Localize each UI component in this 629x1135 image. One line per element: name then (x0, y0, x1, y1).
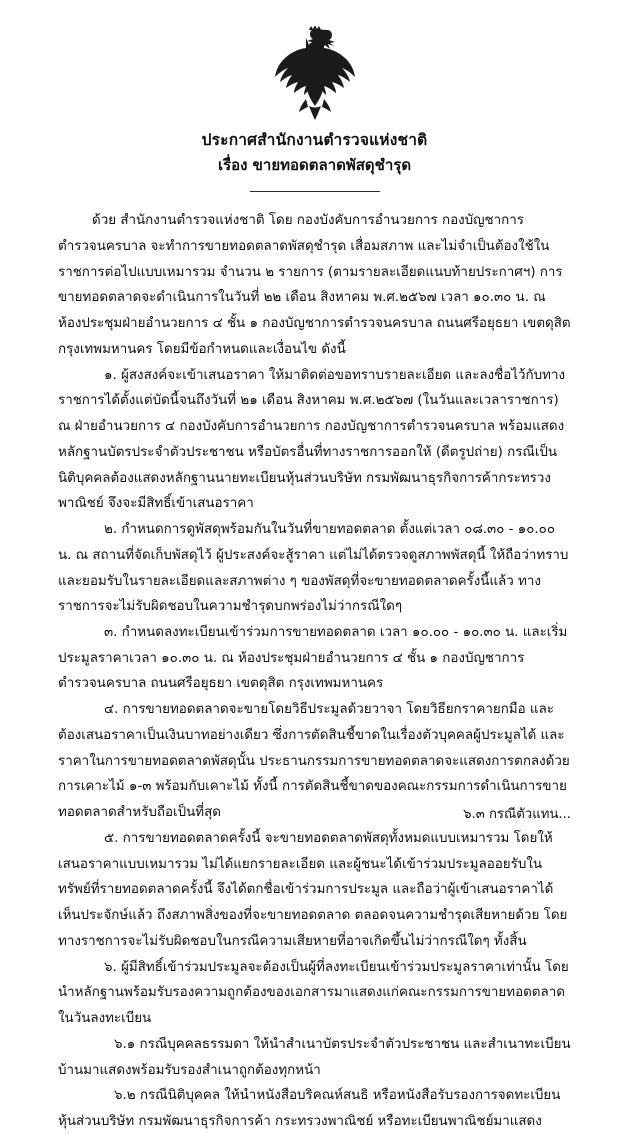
title-divider (58, 181, 571, 200)
paragraph-item-6-2: ๖.๒ กรณีนิติบุคคล ให้นำหนังสือบริคณห์สนธิ หรือหนังสือรับรองการจดทะเบียนหุ้นส่วนบริษัท กรมพัฒนาธุรกิจการค้า กระทรวงพาณิชย์ หรือทะเบียนพาณิชย์มาแสดง (58, 1088, 561, 1129)
paragraph-item-4: ๔. การขายทอดตลาดจะขายโดยวิธีประมูลด้วยวาจา โดยวิธียกราคายกมือ และต้องเสนอราคาเป็นเงินบาทอย่างเดียว ซึ่งการตัดสินชี้ขาดในเรื่องตัวบุคคลผู้ประมูลได้ และราคาในการขายทอดตลาดพัสดุนั้น ประธานกรรมการขายทอดตลาดจะแสดงการตกลงด้วยการเคาะไม้ ๑-๓ พร้อมกับเคาะไม้ ทั้งนี้ การตัดสินชี้ขาดของคณะกรรมการดำเนินการขายทอดตลาดสำหรับถือเป็นที่สุด (58, 702, 570, 821)
garuda-emblem-icon (256, 26, 374, 122)
emblem-container (58, 0, 571, 128)
paragraph-item-3: ๓. กำหนดลงทะเบียนเข้าร่วมการขายทอดตลาด เวลา ๑๐.๐๐ - ๑๐.๓๐ น. และเริ่มประมูลราคาเวลา ๑๐.๓๐ น. ณ ห้องประชุมฝ่ายอำนวยการ ๔ ชั้น ๑ กองบัญชาการตำรวจนครบาล ถนนศรีอยุธยา เขตดุสิต กรุงเทพมหานคร (58, 625, 568, 692)
paragraph-item-6: ๖. ผู้มีสิทธิ์เข้าร่วมประมูลจะต้องเป็นผู้ที่ลงทะเบียนเข้าร่วมประมูลราคาเท่านั้น โดยนำหลักฐานพร้อมรับรองความถูกต้องของเอกสารมาแสดงแก่คณะกรรมการขายทอดตลาดในวันลงทะเบียน (58, 959, 569, 1027)
page-subtitle: เรื่อง ขายทอดตลาดพัสดุชำรุด (217, 156, 412, 175)
paragraph-item-2: ๒. กำหนดการดูพัสดุพร้อมกันในวันที่ขายทอดตลาด ตั้งแต่เวลา ๐๘.๓๐ - ๑๐.๐๐ น. ณ สถานที่จัดเก็บพัสดุไว้ ผู้ประสงค์จะสู้ราคา แต่ไม่ได้ตรวจดูสภาพพัสดุนี้ ให้ถือว่าทราบและยอมรับในรายละเอียดและสภาพต่าง ๆ ของพัสดุที่จะขายทอดตลาดครั้งนี้แล้ว ทางราชการจะไม่รับผิดชอบในความชำรุดบกพร่องไม่ว่ากรณีใดๆ (58, 522, 569, 615)
divider-line (250, 191, 380, 192)
paragraph-item-6-1: ๖.๑ กรณีบุคคลธรรมดา ให้นำสำเนาบัตรประจำตัวประชาชน และสำเนาทะเบียนบ้านมาแสดงพร้อมรับรองสำเนาถูกต้องทุกหน้า (58, 1036, 571, 1078)
document-body (58, 208, 571, 1134)
document-title-block (58, 128, 571, 177)
paragraph-intro: ด้วย สำนักงานตำรวจแห่งชาติ โดย กองบังคับการอำนวยการ กองบัญชาการตำรวจนครบาล จะทำการขายทอดตลาดพัสดุชำรุด เสื่อมสภาพ และไม่จำเป็นต้องใช้ในราชการต่อไปแบบเหมารวม จำนวน ๒ รายการ (ตามรายละเอียดแนบท้ายประกาศฯ) การขายทอดตลาดจะดำเนินการในวันที่ ๒๒ เดือน สิงหาคม พ.ศ.๒๕๖๗ เวลา ๑๐.๓๐ น. ณ ห้องประชุมฝ่ายอำนวยการ ๔ ชั้น ๑ กองบัญชาการตำรวจนครบาล ถนนศรีอยุธยา เขตดุสิต กรุงเทพมหานคร โดยมีข้อกำหนดและเงื่อนไข ดังนี้ (58, 213, 571, 357)
paragraph-item-1: ๑. ผู้สงสงค์จะเข้าเสนอราคา ให้มาติดต่อขอทราบรายละเอียด และลงชื่อไว้กับทางราชการได้ตั้งแต่บัดนี้จนถึงวันที่ ๒๑ เดือน สิงหาคม พ.ศ.๒๕๖๗ (ในวันและเวลาราชการ) ณ ฝ่ายอำนวยการ ๔ กองบังคับการอำนวยการ กองบัญชาการตำรวจนครบาล พร้อมแสดงหลักฐานบัตรประจำตัวประชาชน หรือบัตรอื่นที่ทางราชการออกให้ (ดีตรูปถ่าย) กรณีเป็นนิติบุคคลต้องแสดงหลักฐานนายทะเบียนหุ้นส่วนบริษัท กรมพัฒนาธุรกิจการค้ากระทรวงพาณิชย์ จึงจะมีสิทธิ์เข้าเสนอราคา (58, 367, 566, 512)
page-footer-note: ๖.๓ กรณีตัวแทน... (463, 807, 571, 822)
paragraph-item-5: ๕. การขายทอดตลาดครั้งนี้ จะขายทอดตลาดพัสดุทั้งหมดแบบเหมารวม โดยให้เสนอราคาแบบเหมารวม ไม่ได้แยกรายละเอียด และผู้ชนะได้เข้าร่วมประมูลออยรับในทรัพย์ที่รายทอดตลาดครั้งนี้ จึงได้ตกชื่อเข้าร่วมการประมูล และถือว่าผู้เข้าเสนอราคาได้เห็นประจักษ์แล้ว ถึงสภาพสิ่งของที่จะขายทอดตลาด ตลอดจนความชำรุดเสียหายด้วย โดยทางราชการจะไม่รับผิดชอบในกรณีความเสียหายที่อาจเกิดขึ้นไม่ว่ากรณีใดๆ ทั้งสิ้น (58, 830, 568, 949)
page-title: ประกาศสำนักงานตำรวจแห่งชาติ (201, 131, 428, 149)
